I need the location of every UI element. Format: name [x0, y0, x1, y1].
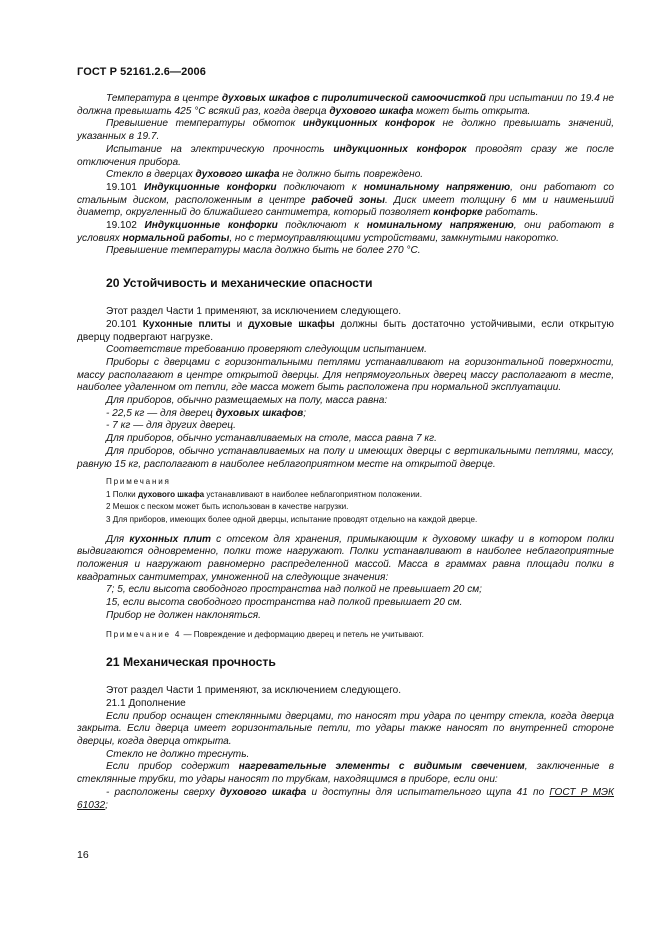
page-number: 16	[77, 849, 89, 861]
paragraph: 15, если высота свободного пространства над полкой превышает 20 см.	[106, 597, 463, 609]
section-heading-21: 21 Механическая прочность	[106, 655, 276, 670]
clause-19-102: 19.102 Индукционные конфорки подключают к номинальному напряжению, они работают в условиях нормальной работы, но с термоуправляющими устройствами, замкнутыми накоротко.	[77, 220, 614, 244]
paragraph: Для приборов, обычно устанавливаемых на полу и имеющих дверцы с вертикальными петлями, массу, равную 15 кг, располагают в наиболее неблагоприятном месте на открытой дверце.	[77, 445, 614, 470]
note-4: Примечание 4 — Повреждение и деформацию дверец и петель не учитывают.	[106, 629, 424, 639]
clause-20-101: 20.101 Кухонные плиты и духовые шкафы должны быть достаточно устойчивыми, если открытую дверцу подвергают нагрузке.	[77, 318, 614, 343]
paragraph: Для приборов, обычно размещаемых на полу, масса равна:	[106, 395, 388, 407]
note-item: 3 Для приборов, имеющих более одной дверцы, испытание проводят отдельно на каждой дверце.	[106, 515, 478, 525]
paragraph: Если прибор оснащен стеклянными дверцами, то наносят три удара по центру стекла, когда дверца закрыта. Если дверца имеет горизонтальные петли, то удары также наносят по внутренней стороне дверцы, когда дверца открыта.	[77, 710, 614, 747]
list-item: - 7 кг — для других дверец.	[106, 420, 236, 432]
notes-block	[77, 476, 614, 526]
paragraph: Превышение температуры масла должно быть не более 270 °С.	[106, 245, 421, 257]
notes-label: Примечания	[106, 477, 171, 487]
paragraph: 7; 5, если высота свободного пространства над полкой не превышает 20 см;	[106, 584, 482, 596]
paragraph: Испытание на электрическую прочность индукционных конфорок проводят сразу же после отключения прибора.	[77, 143, 615, 168]
paragraph: Соответствие требованию проверяют следующим испытанием.	[106, 344, 427, 356]
paragraph: Прибор не должен наклоняться.	[106, 609, 261, 621]
paragraph: Температура в центре духовых шкафов с пиролитической самоочисткой при испытании по 19.4 не должна превышать 425 °С всякий раз, когда дверца духового шкафа может быть открыта.	[77, 93, 615, 117]
note-item: 2 Мешок с песком может быть использован в качестве нагрузки.	[106, 502, 349, 512]
section-heading-20: 20 Устойчивость и механические опасности	[106, 276, 373, 291]
paragraph: Если прибор содержит нагревательные элементы с видимым свечением, заключенные в стеклянные трубки, то удары наносят по трубкам, находящимся в приборе, если они:	[77, 761, 614, 786]
paragraph: Стекло не должно треснуть.	[106, 748, 250, 760]
section-intro: Этот раздел Части 1 применяют, за исключением следующего.	[106, 306, 402, 318]
clause-21-1: 21.1 Дополнение	[106, 697, 186, 709]
note-item: 1 Полки духового шкафа устанавливают в наиболее неблагоприятном положении.	[106, 489, 422, 499]
paragraph: Приборы с дверцами с горизонтальными петлями устанавливают на горизонтальной поверхности, массу располагают в центре открытой дверцы. Для непрямоугольных дверец массу располагают в месте, наиболее удаленном от петли, где масса может быть расположена при нормальной эксплуатации.	[77, 356, 614, 394]
list-item: - расположены сверху духового шкафа и доступны для испытательного щупа 41 по ГОСТ Р МЭК 61032;	[77, 786, 615, 811]
paragraph: Стекло в дверцах духового шкафа не должно быть повреждено.	[106, 169, 424, 181]
standard-reference: ГОСТ Р МЭК 61032	[77, 786, 615, 811]
document-header: ГОСТ Р 52161.2.6—2006	[77, 66, 206, 78]
clause-19-101: 19.101 Индукционные конфорки подключают к номинальному напряжению, они работают со стальным диском, расположенным в центре рабочей зоны. Диск имеет толщину 6 мм и наименьший диаметр, округленный до ближайшего сантиметра, который позволяет конфорке работать.	[77, 181, 615, 219]
document-body	[77, 93, 614, 812]
section-intro: Этот раздел Части 1 применяют, за исключением следующего.	[106, 685, 402, 697]
paragraph: Для кухонных плит с отсеком для хранения, примыкающим к духовому шкафу и в котором полки выдвигаются одновременно, полки тоже нагружают. Полки устанавливают в наиболее неблагоприятные положения и нагружают равномерно распределенной массой. Масса в граммах равна площади полки в квадратных сантиметрах, умноженной на следующие значения:	[77, 533, 615, 583]
paragraph: Для приборов, обычно устанавливаемых на столе, масса равна 7 кг.	[106, 433, 437, 445]
list-item: - 22,5 кг — для дверец духовых шкафов;	[106, 407, 307, 419]
paragraph: Превышение температуры обмоток индукционных конфорок не должно превышать значений, указанных в 19.7.	[77, 118, 614, 143]
